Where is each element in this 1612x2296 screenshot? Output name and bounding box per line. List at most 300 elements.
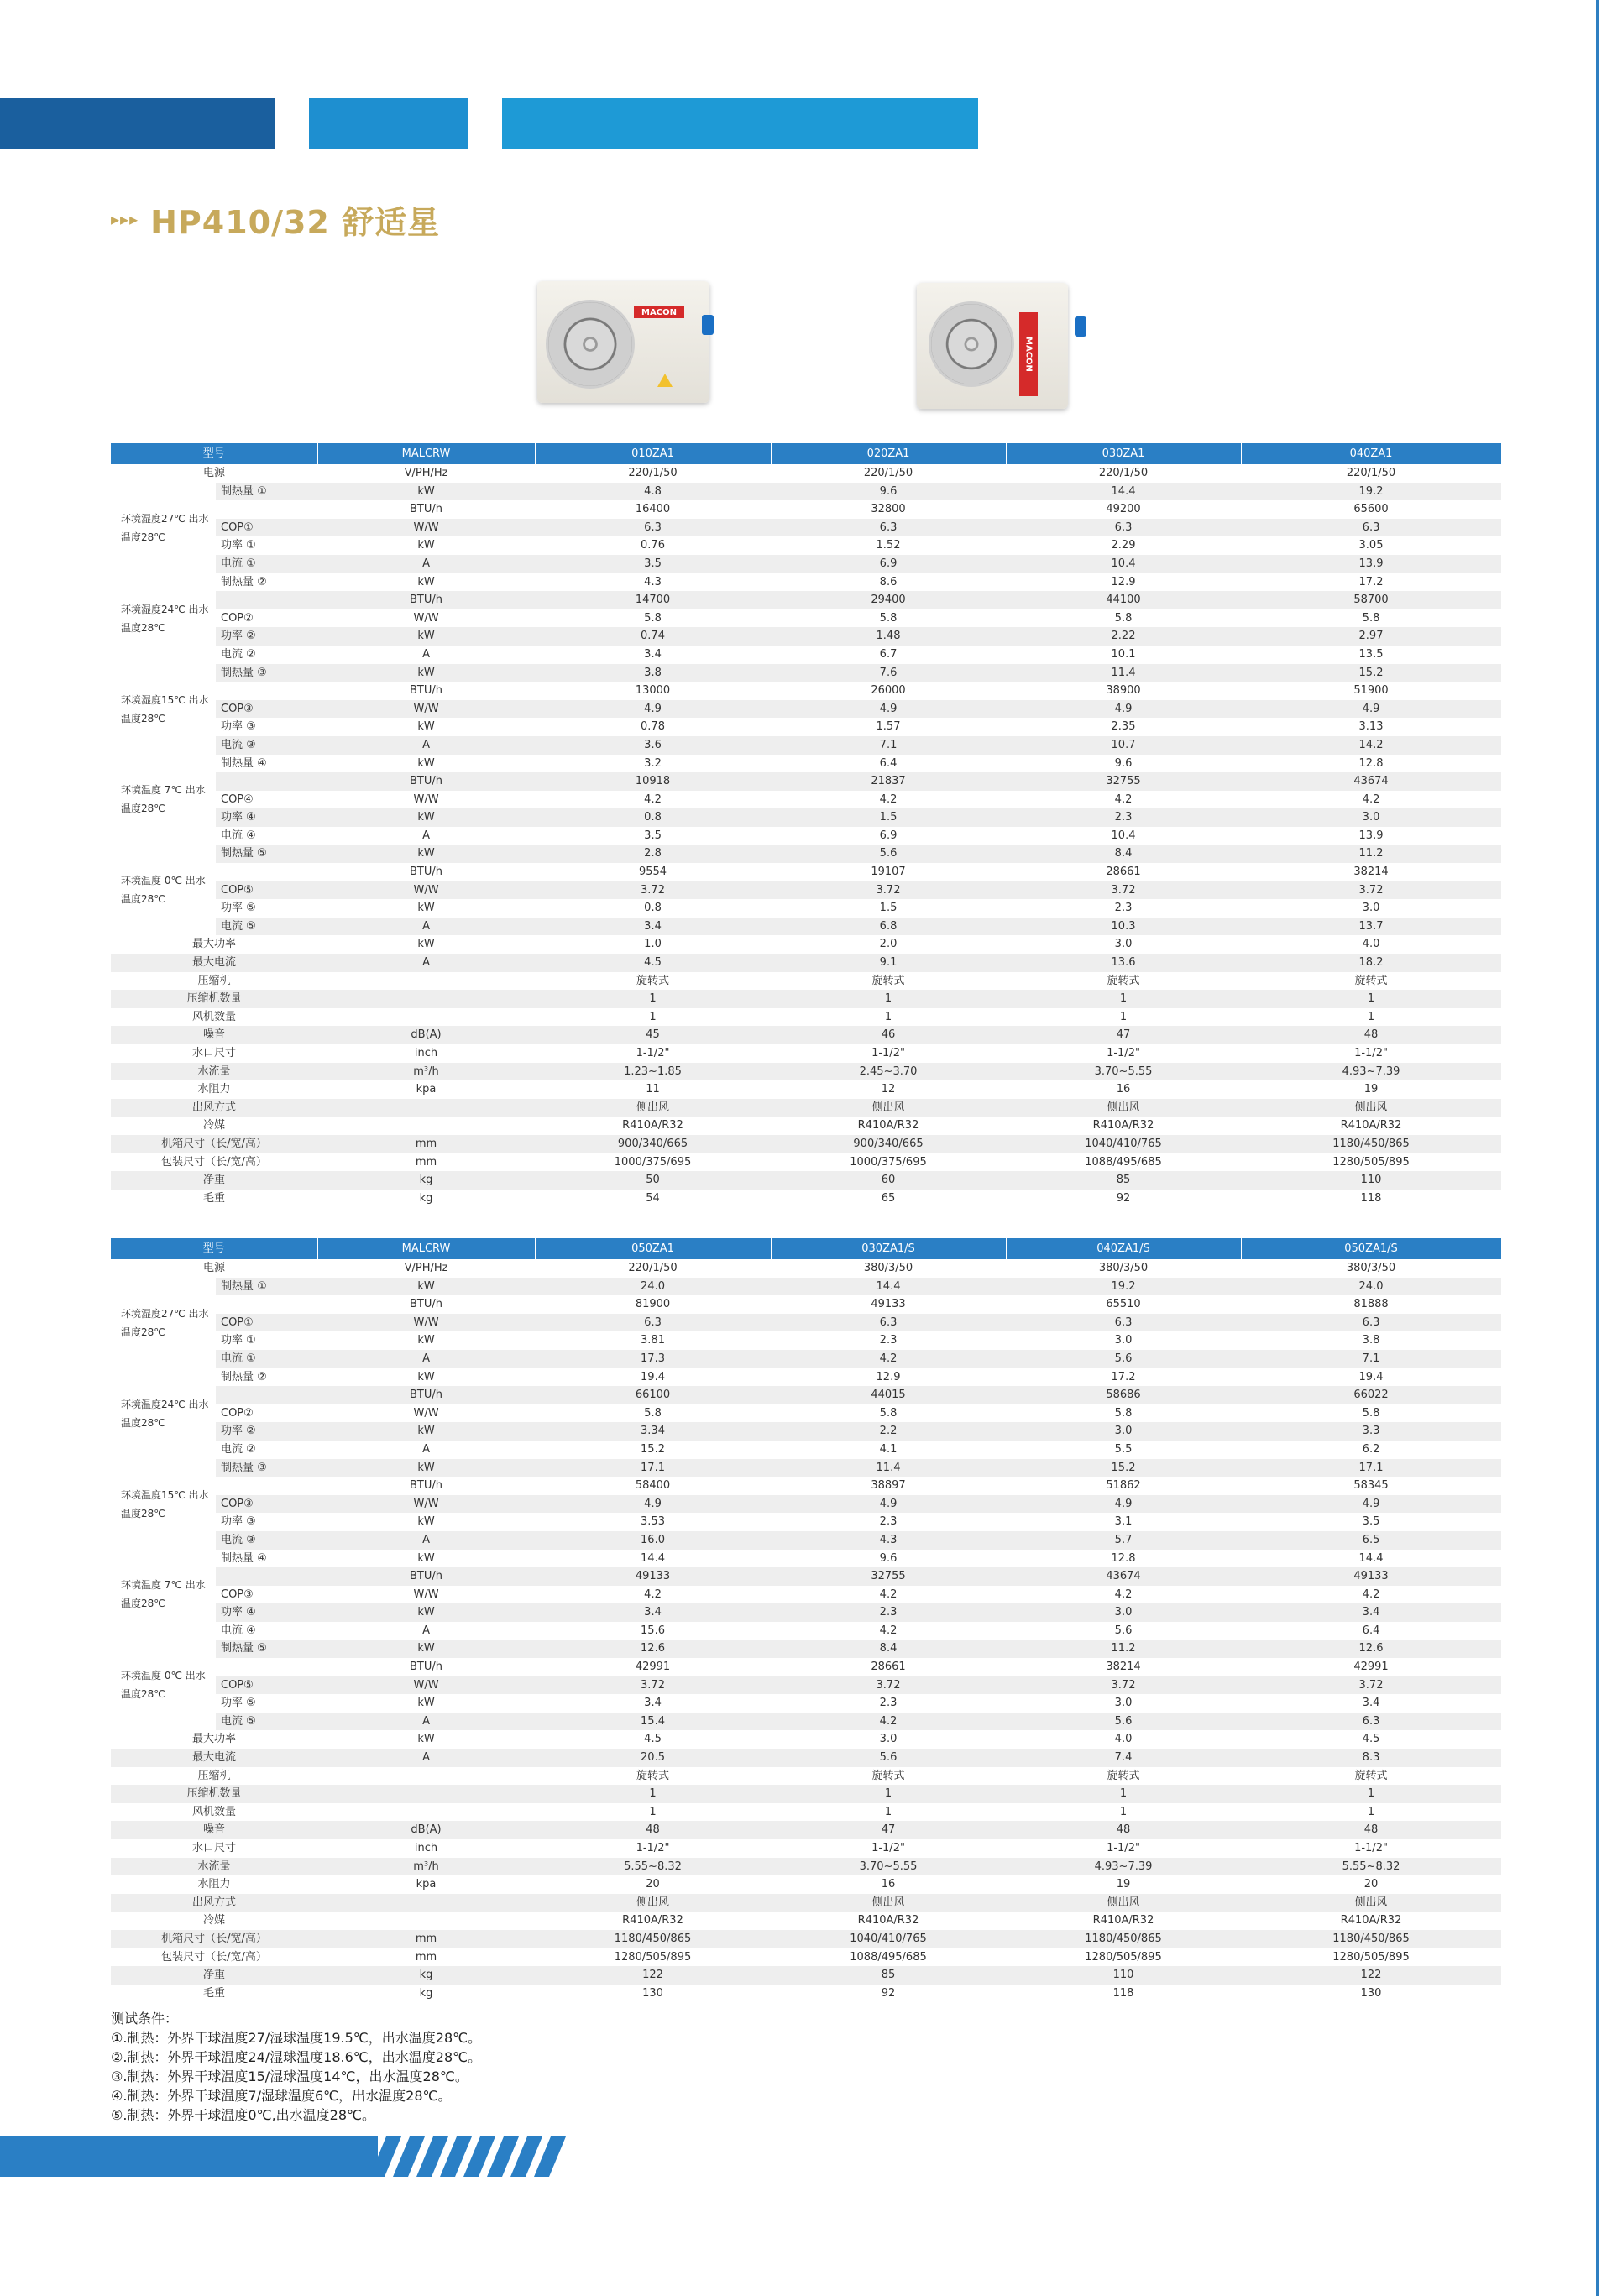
value-cell: 220/1/50	[863, 467, 913, 479]
value-cell: 110	[1241, 1171, 1501, 1190]
param-label: 电流 ⑤	[216, 918, 317, 936]
param-label: 制热量 ③	[216, 664, 317, 683]
value-cell: 42991	[635, 1661, 671, 1674]
value-cell: 1088/495/685	[850, 1950, 927, 1964]
table-row	[111, 1495, 1501, 1514]
value-cell: 0.8	[535, 808, 771, 827]
value-cell: 3.53	[641, 1515, 665, 1529]
value-cell: 1180/450/865	[1241, 1135, 1501, 1153]
table-row	[111, 1008, 1501, 1027]
param-label: COP③	[221, 1587, 254, 1601]
value-cell: 8.4	[771, 1640, 1006, 1658]
unit-cell: kW	[317, 627, 535, 646]
value-cell: 380/3/50	[1346, 1262, 1396, 1274]
value-cell: 3.2	[644, 756, 662, 770]
condition-group-label: 环境湿度24℃ 出水温度28℃	[111, 573, 216, 664]
table-row	[111, 1135, 1501, 1153]
value-cell: 14.4	[641, 1551, 665, 1565]
fan-icon	[546, 300, 635, 389]
value-cell: 1-1/2"	[1354, 1047, 1388, 1059]
title-arrows-icon: ▸▸▸	[111, 209, 139, 229]
table-row	[111, 718, 1501, 736]
unit-cell: kg	[317, 1966, 535, 1985]
unit-cell: kW	[317, 1459, 535, 1477]
param-label: 制热量 ④	[221, 756, 267, 770]
value-cell: 1040/410/765	[1006, 1135, 1241, 1153]
table-row	[111, 935, 1501, 954]
value-cell: 4.93~7.39	[1006, 1858, 1241, 1876]
param-label: 功率 ①	[221, 1334, 256, 1347]
param-label: 水阻力	[197, 1878, 231, 1891]
param-label: 毛重	[203, 1191, 226, 1205]
value-cell: 19.2	[1006, 1278, 1241, 1296]
value-cell: 38214	[1353, 866, 1389, 879]
param-label	[216, 1567, 317, 1586]
unit-cell: BTU/h	[410, 1298, 443, 1311]
param-label: 制热量 ②	[221, 575, 267, 588]
unit-cell: V/PH/Hz	[404, 1262, 448, 1274]
unit-cell: kW	[317, 1603, 535, 1622]
param-label: 功率 ⑤	[221, 1697, 256, 1710]
value-cell: 3.0	[1114, 1334, 1133, 1347]
value-cell: 13.5	[1358, 647, 1384, 661]
value-cell: 1	[771, 990, 1006, 1008]
value-cell: 2.3	[879, 1515, 898, 1529]
value-cell: 3.6	[535, 736, 771, 755]
table-row	[111, 536, 1501, 555]
value-cell: 900/340/665	[771, 1135, 1006, 1153]
value-cell: 38897	[871, 1479, 906, 1493]
condition-group-label: 环境温度24℃ 出水温度28℃	[111, 1368, 216, 1459]
value-cell: 24.0	[1241, 1278, 1501, 1296]
value-cell: 1280/505/895	[1332, 1950, 1410, 1964]
value-cell: 4.0	[1362, 938, 1380, 951]
value-cell: R410A/R32	[1092, 1119, 1154, 1132]
table-row	[111, 1368, 1501, 1387]
unit-cell: kW	[417, 1334, 435, 1347]
value-cell: 3.72	[771, 1676, 1006, 1695]
param-label: 制热量 ③	[216, 1459, 317, 1477]
param-label: 机箱尺寸（长/宽/高）	[111, 1930, 317, 1948]
value-cell: 3.0	[1006, 1603, 1241, 1622]
value-cell: 3.8	[535, 664, 771, 683]
value-cell: 20	[1363, 1878, 1379, 1891]
unit-cell: kW	[417, 938, 435, 951]
table-row	[111, 1295, 1501, 1314]
top-bar-mid	[309, 98, 468, 149]
param-label: 制热量 ①	[216, 1278, 317, 1296]
param-label: 水流量	[111, 1063, 317, 1081]
value-cell: 1	[1119, 1010, 1128, 1023]
value-cell: 6.9	[879, 829, 898, 842]
value-cell: 1	[649, 1010, 657, 1023]
unit-cell: kW	[317, 1278, 535, 1296]
unit-cell: inch	[414, 1842, 438, 1854]
value-cell: 旋转式	[636, 1769, 670, 1782]
unit-cell: kg	[419, 1191, 433, 1205]
value-cell: 侧出风	[771, 1099, 1006, 1117]
value-cell: 3.4	[644, 1697, 662, 1710]
value-cell: 4.5	[535, 954, 771, 972]
param-label: 最大电流	[111, 1749, 317, 1767]
table-row	[111, 827, 1501, 845]
table-header-row	[111, 1238, 1501, 1259]
value-cell: 3.70~5.55	[1006, 1063, 1241, 1081]
table-body	[111, 464, 1501, 1207]
table-row	[111, 1026, 1501, 1044]
value-cell: 侧出风	[535, 1099, 771, 1117]
unit-cell	[317, 1767, 535, 1786]
unit-cell: m³/h	[317, 1063, 535, 1081]
value-cell: 5.8	[644, 1406, 662, 1420]
value-cell: 2.35	[1111, 720, 1136, 734]
param-label: 最大功率	[192, 938, 237, 951]
value-cell: 19	[1116, 1878, 1131, 1891]
value-cell: 3.4	[644, 647, 662, 661]
value-cell: 侧出风	[535, 1894, 771, 1912]
param-label: 包装尺寸（长/宽/高）	[161, 1155, 267, 1169]
unit-cell: BTU/h	[317, 1567, 535, 1586]
value-cell: 3.0	[1114, 1697, 1133, 1710]
table-row	[111, 1386, 1501, 1404]
unit-cell	[317, 990, 535, 1008]
value-cell: 侧出风	[1241, 1099, 1501, 1117]
value-cell: 3.72	[1241, 1676, 1501, 1695]
value-cell: 3.4	[535, 1603, 771, 1622]
value-cell: 4.5	[1362, 1733, 1380, 1746]
value-cell: 58400	[635, 1479, 671, 1493]
condition-group-label: 环境温度 7℃ 出水温度28℃	[111, 1550, 216, 1640]
param-label: 制热量 ②	[221, 1370, 267, 1383]
value-cell: 16	[1116, 1083, 1131, 1096]
value-cell: 3.4	[535, 918, 771, 936]
value-cell: 0.8	[644, 902, 662, 915]
unit-cell: kg	[317, 1171, 535, 1190]
value-cell: 50	[535, 1171, 771, 1190]
value-cell: 1	[1367, 1805, 1375, 1818]
value-cell: 4.2	[1362, 1587, 1380, 1601]
value-cell: 4.9	[535, 700, 771, 719]
unit-cell: kW	[417, 1733, 435, 1746]
top-bar-light	[502, 98, 978, 149]
unit-cell: A	[317, 555, 535, 573]
value-cell: 4.2	[879, 1624, 898, 1637]
condition-group-label: 环境温度 0℃ 出水温度28℃	[111, 845, 216, 935]
value-cell: 1180/450/865	[1006, 1930, 1241, 1948]
value-cell: 15.2	[1006, 1459, 1241, 1477]
value-cell: 118	[1112, 1986, 1134, 2000]
table-row	[111, 1567, 1501, 1586]
value-cell: 4.9	[771, 700, 1006, 719]
table-row	[111, 1190, 1501, 1208]
table-row	[111, 1858, 1501, 1876]
value-cell: 9.6	[1114, 756, 1133, 770]
value-cell: 19.2	[1241, 483, 1501, 501]
value-cell: 20.5	[535, 1749, 771, 1767]
spec-table-1	[111, 443, 1502, 1207]
value-cell: 3.4	[1362, 1697, 1380, 1710]
param-label: 功率 ④	[216, 1603, 317, 1622]
value-cell: 118	[1360, 1191, 1382, 1205]
value-cell: 10.7	[1006, 736, 1241, 755]
product-image-1	[537, 281, 722, 407]
table-row	[111, 808, 1501, 827]
value-cell: 1000/375/695	[850, 1155, 927, 1169]
value-cell: 11.4	[771, 1459, 1006, 1477]
value-cell: 2.3	[1006, 808, 1241, 827]
param-label: COP④	[221, 792, 254, 806]
value-cell: 6.9	[771, 555, 1006, 573]
unit-cell: V/PH/Hz	[404, 467, 448, 479]
table-row	[111, 1839, 1501, 1858]
table-row	[111, 1063, 1501, 1081]
value-cell: 21837	[771, 772, 1006, 791]
value-cell: 47	[1006, 1026, 1241, 1044]
condition-group-label: 环境温度 7℃ 出水温度28℃	[111, 755, 216, 845]
table-row	[111, 573, 1501, 592]
table-row	[111, 1441, 1501, 1459]
value-cell: 3.72	[535, 881, 771, 900]
param-label: COP①	[216, 519, 317, 537]
table-row	[111, 1171, 1501, 1190]
value-cell: 8.6	[879, 575, 898, 588]
value-cell: 6.4	[879, 756, 898, 770]
param-label: 毛重	[203, 1986, 226, 2000]
value-cell: 1	[535, 990, 771, 1008]
value-cell: 42991	[1353, 1661, 1389, 1674]
header-model: 型号	[111, 1238, 317, 1259]
param-label: 电流 ①	[216, 555, 317, 573]
param-label: 电流 ⑤	[216, 1713, 317, 1731]
unit-cell: kW	[317, 664, 535, 683]
value-cell: 4.9	[1241, 1495, 1501, 1514]
header-col: 050ZA1/S	[1241, 1238, 1501, 1259]
table-row	[111, 555, 1501, 573]
table-row	[111, 1767, 1501, 1786]
value-cell: 48	[1241, 1821, 1501, 1839]
table-row	[111, 646, 1501, 664]
value-cell: 2.29	[1111, 539, 1136, 552]
value-cell: 6.2	[1362, 1442, 1380, 1456]
value-cell: 38214	[1106, 1661, 1141, 1674]
value-cell: 4.9	[1006, 1495, 1241, 1514]
value-cell: 85	[771, 1966, 1006, 1985]
value-cell: 17.1	[535, 1459, 771, 1477]
table-row	[111, 1117, 1501, 1135]
value-cell: 1	[884, 1010, 892, 1023]
param-label: 压缩机数量	[111, 1785, 317, 1803]
value-cell: 4.2	[1362, 792, 1380, 806]
value-cell: 1.48	[771, 627, 1006, 646]
value-cell: 3.3	[1241, 1422, 1501, 1441]
param-label: COP⑤	[216, 1676, 317, 1695]
value-cell: 3.0	[879, 1733, 898, 1746]
value-cell: 51862	[1106, 1479, 1141, 1493]
value-cell: 46	[771, 1026, 1006, 1044]
value-cell: 1.57	[876, 720, 901, 734]
value-cell: 侧出风	[1241, 1894, 1501, 1912]
value-cell: 44015	[771, 1386, 1006, 1404]
value-cell: 旋转式	[871, 974, 905, 987]
value-cell: 48	[1006, 1821, 1241, 1839]
value-cell: 28661	[871, 1661, 906, 1674]
value-cell: 4.2	[1114, 1587, 1133, 1601]
value-cell: 92	[881, 1986, 896, 2000]
value-cell: 32800	[871, 503, 906, 516]
value-cell: 3.70~5.55	[771, 1858, 1006, 1876]
unit-cell: m³/h	[317, 1858, 535, 1876]
value-cell: R410A/R32	[1340, 1119, 1402, 1132]
value-cell: 1	[1119, 1805, 1128, 1818]
value-cell: 54	[646, 1191, 660, 1205]
param-label: 电流 ④	[221, 1624, 256, 1637]
value-cell: 1.5	[879, 902, 898, 915]
param-label: 电源	[203, 1262, 226, 1274]
value-cell: 3.1	[1114, 1515, 1133, 1529]
table-row	[111, 1713, 1501, 1731]
unit-cell	[317, 1803, 535, 1822]
brand-plate: MACON	[634, 306, 684, 318]
value-cell: 3.5	[535, 555, 771, 573]
value-cell: 28661	[1106, 866, 1141, 879]
unit-cell: kW	[417, 575, 435, 588]
unit-cell: A	[422, 829, 430, 842]
value-cell: 60	[771, 1171, 1006, 1190]
value-cell: 110	[1006, 1966, 1241, 1985]
table-header-row	[111, 443, 1501, 464]
value-cell: 6.3	[1006, 519, 1241, 537]
unit-cell: kW	[417, 1551, 435, 1565]
value-cell: 4.2	[1114, 792, 1133, 806]
unit-cell: BTU/h	[317, 1386, 535, 1404]
param-label: 最大电流	[111, 954, 317, 972]
value-cell: 17.1	[1241, 1459, 1501, 1477]
unit-cell: W/W	[413, 1406, 439, 1420]
param-label: 电流 ②	[221, 1442, 256, 1456]
value-cell: 85	[1006, 1171, 1241, 1190]
unit-cell: BTU/h	[410, 684, 443, 698]
table-row	[111, 1080, 1501, 1099]
unit-cell	[317, 972, 535, 991]
value-cell: 81888	[1353, 1298, 1389, 1311]
value-cell: 1.5	[771, 808, 1006, 827]
param-label: 电流 ④	[221, 829, 256, 842]
value-cell: 49200	[1106, 503, 1141, 516]
value-cell: 26000	[871, 684, 906, 698]
value-cell: 9554	[638, 866, 667, 879]
value-cell: 旋转式	[1107, 974, 1140, 987]
unit-cell	[317, 1099, 535, 1117]
param-label: 功率 ⑤	[221, 902, 256, 915]
value-cell: 5.55~8.32	[1241, 1858, 1501, 1876]
param-label: 净重	[111, 1171, 317, 1190]
value-cell: 3.72	[535, 1676, 771, 1695]
table-row	[111, 899, 1501, 918]
value-cell: 18.2	[1241, 954, 1501, 972]
unit-cell: mm	[317, 1930, 535, 1948]
value-cell: 6.3	[771, 1314, 1006, 1332]
value-cell: 2.3	[879, 1697, 898, 1710]
value-cell: 43674	[1006, 1567, 1241, 1586]
value-cell: 4.5	[644, 1733, 662, 1746]
header-col: 040ZA1	[1241, 443, 1501, 464]
value-cell: 3.72	[1241, 881, 1501, 900]
value-cell: 7.4	[1006, 1749, 1241, 1767]
unit-cell: W/W	[317, 1314, 535, 1332]
table-row	[111, 1350, 1501, 1368]
table-row	[111, 1550, 1501, 1568]
table-row	[111, 1948, 1501, 1967]
unit-cell: kW	[317, 483, 535, 501]
unit-cell: mm	[415, 1155, 437, 1169]
unit-cell: mm	[415, 1950, 437, 1964]
value-cell: 122	[535, 1966, 771, 1985]
value-cell: 1-1/2"	[636, 1842, 670, 1854]
table-body	[111, 1259, 1501, 2002]
unit-cell: W/W	[317, 1676, 535, 1695]
unit-cell: inch	[414, 1047, 438, 1059]
unit-cell: A	[422, 1624, 430, 1637]
value-cell: 3.0	[1241, 808, 1501, 827]
value-cell: 49133	[871, 1298, 906, 1311]
value-cell: 侧出风	[1006, 1894, 1241, 1912]
value-cell: 6.5	[1241, 1531, 1501, 1550]
value-cell: 旋转式	[1107, 1769, 1140, 1782]
table-row	[111, 1966, 1501, 1985]
header-series: MALCRW	[317, 1238, 535, 1259]
value-cell: 5.6	[1114, 1624, 1133, 1637]
table-row	[111, 845, 1501, 863]
value-cell: 6.3	[771, 519, 1006, 537]
param-label: 功率 ④	[216, 808, 317, 827]
param-label: 制热量 ⑤	[216, 845, 317, 863]
param-label: 冷媒	[203, 1914, 226, 1927]
value-cell: 4.9	[1241, 700, 1501, 719]
value-cell: 12.9	[876, 1370, 901, 1383]
value-cell: 12	[881, 1083, 896, 1096]
unit-cell	[317, 1912, 535, 1930]
unit-cell: dB(A)	[317, 1821, 535, 1839]
value-cell: 5.6	[771, 1749, 1006, 1767]
value-cell: 11.2	[1241, 845, 1501, 863]
value-cell: 58345	[1353, 1479, 1389, 1493]
value-cell: 1	[771, 1785, 1006, 1803]
value-cell: 49133	[1241, 1567, 1501, 1586]
value-cell: 4.2	[644, 1587, 662, 1601]
value-cell: R410A/R32	[622, 1119, 683, 1132]
brand-plate: MACON	[1019, 312, 1038, 396]
unit-cell: W/W	[317, 881, 535, 900]
unit-cell	[317, 1008, 535, 1027]
param-label: 制热量 ①	[216, 483, 317, 501]
value-cell: 5.8	[1114, 611, 1133, 625]
value-cell: 11.2	[1006, 1640, 1241, 1658]
value-cell: 15.2	[641, 1442, 665, 1456]
value-cell: 14.4	[1358, 1551, 1384, 1565]
value-cell: 1280/505/895	[614, 1950, 692, 1964]
unit-cell: kW	[417, 1697, 435, 1710]
value-cell: 43674	[1241, 772, 1501, 791]
unit-cell: kg	[419, 1986, 433, 2000]
param-label: 电流 ②	[221, 647, 256, 661]
table-row	[111, 1785, 1501, 1803]
value-cell: R410A/R32	[1340, 1914, 1402, 1927]
value-cell: 81900	[635, 1298, 671, 1311]
value-cell: 7.1	[771, 736, 1006, 755]
value-cell: 13000	[635, 684, 671, 698]
param-label: 出风方式	[111, 1099, 317, 1117]
table-row	[111, 609, 1501, 628]
